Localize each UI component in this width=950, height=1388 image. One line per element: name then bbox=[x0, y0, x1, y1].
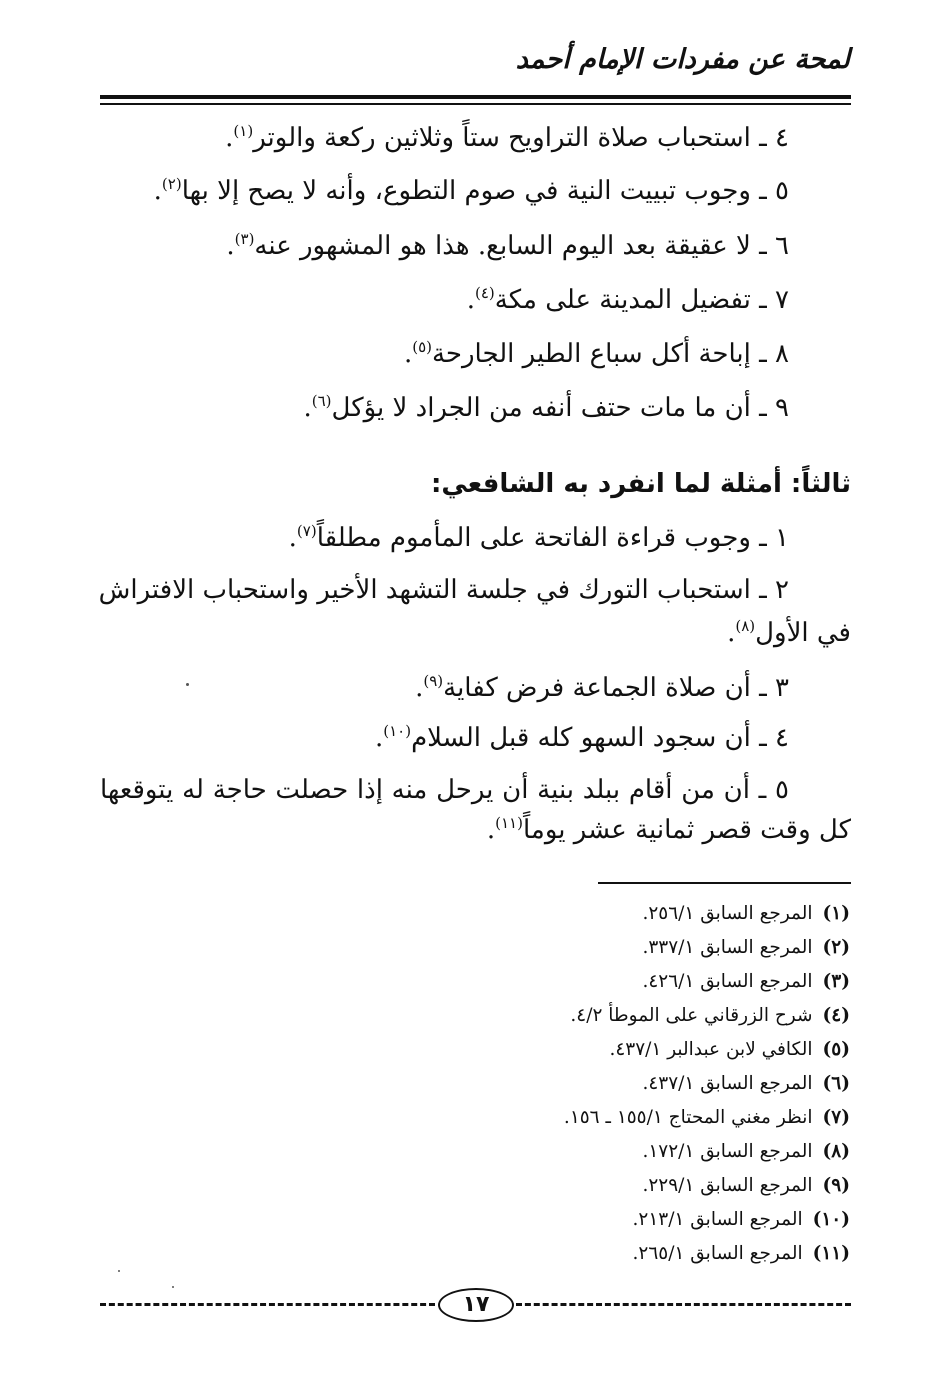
footnote-ref: (٦) bbox=[311, 392, 332, 410]
footnote-separator bbox=[598, 882, 851, 884]
footnote: (٩)المرجع السابق ٢٢٩/١. bbox=[642, 1175, 850, 1196]
list-item: ٩ ـ أن ما مات حتف أنفه من الجراد لا يؤكل$^{(٦)}$. bbox=[303, 392, 789, 423]
footer-dashes-right bbox=[516, 1303, 851, 1306]
list-item: ٤ ـ استحباب صلاة التراويح ستاً وثلاثين ركعة والوتر$^{(١)}$. bbox=[225, 122, 789, 153]
footnote: (٧)انظر مغني المحتاج ١٥٥/١ ـ ١٥٦. bbox=[563, 1107, 850, 1128]
footnote: (٣)المرجع السابق ٤٢٦/١. bbox=[642, 971, 850, 992]
footnote: (٦)المرجع السابق ٤٣٧/١. bbox=[642, 1073, 850, 1094]
list-item: ٨ ـ إباحة أكل سباع الطير الجارحة$^{(٥)}$. bbox=[403, 338, 789, 369]
footnote: (٢)المرجع السابق ٣٣٧/١. bbox=[642, 937, 850, 958]
footnote-ref: (٣) bbox=[234, 230, 255, 248]
list-item: ٤ ـ أن سجود السهو كله قبل السلام$^{(١٠)}$. bbox=[374, 722, 789, 753]
scan-speck bbox=[118, 1270, 120, 1272]
footnote-ref: (٢) bbox=[161, 175, 182, 193]
list-item: ١ ـ وجوب قراءة الفاتحة على المأموم مطلقاً$^{(٧)}$. bbox=[288, 522, 789, 553]
footnote: (٨)المرجع السابق ١٧٢/١. bbox=[642, 1141, 850, 1162]
list-item: ٥ ـ أن من أقام ببلد بنية أن يرحل منه إذا حصلت حاجة له يتوقعها bbox=[100, 775, 789, 805]
running-header: لمحة عن مفردات الإمام أحمد bbox=[515, 44, 850, 75]
scan-speck bbox=[186, 683, 189, 686]
list-item: ٧ ـ تفضيل المدينة على مكة$^{(٤)}$. bbox=[466, 284, 789, 315]
footnote-ref: (٩) bbox=[423, 672, 444, 690]
footnote: (٥)الكافي لابن عبدالبر ٤٣٧/١. bbox=[609, 1039, 850, 1060]
list-item: ٦ ـ لا عقيقة بعد اليوم السابع. هذا هو المشهور عنه$^{(٣)}$. bbox=[226, 230, 789, 261]
section-heading: ثالثاً: أمثلة لما انفرد به الشافعي: bbox=[430, 469, 851, 499]
page-number: ١٧ bbox=[438, 1288, 514, 1322]
footnote: (١٠)المرجع السابق ٢١٣/١. bbox=[632, 1209, 850, 1230]
footer-dashes-left bbox=[100, 1303, 435, 1306]
footnote-ref: (٤) bbox=[474, 284, 495, 302]
footnote-ref: (١٠) bbox=[383, 722, 412, 740]
list-item-continuation: في الأول$^{(٨)}$. bbox=[727, 617, 851, 648]
footnote-ref: (٥) bbox=[412, 338, 432, 356]
header-rule-thin bbox=[100, 103, 851, 105]
scan-speck bbox=[172, 1286, 174, 1288]
footnote-ref: (١١) bbox=[495, 814, 523, 832]
header-rule-thick bbox=[100, 95, 851, 99]
footnotes bbox=[564, 897, 850, 1271]
footnote-ref: (٨) bbox=[735, 617, 756, 635]
list-item: ٥ ـ وجوب تبييت النية في صوم التطوع، وأنه لا يصح إلا بها$^{(٢)}$. bbox=[153, 175, 789, 206]
list-item-continuation: كل وقت قصر ثمانية عشر يوماً$^{(١١)}$. bbox=[486, 814, 851, 845]
footnote: (٤)شرح الزرقاني على الموطأ ٤/٢. bbox=[570, 1005, 850, 1026]
list-item: ٣ ـ أن صلاة الجماعة فرض كفاية$^{(٩)}$. bbox=[415, 672, 789, 703]
page-footer bbox=[100, 1290, 851, 1320]
footnote: (١١)المرجع السابق ٢٦٥/١. bbox=[632, 1243, 850, 1264]
list-item: ٢ ـ استحباب التورك في جلسة التشهد الأخير واستحباب الافتراش bbox=[98, 575, 789, 605]
footnote-ref: (١) bbox=[233, 122, 254, 140]
footnote-ref: (٧) bbox=[296, 522, 317, 540]
footnote: (١)المرجع السابق ٢٥٦/١. bbox=[642, 903, 850, 924]
